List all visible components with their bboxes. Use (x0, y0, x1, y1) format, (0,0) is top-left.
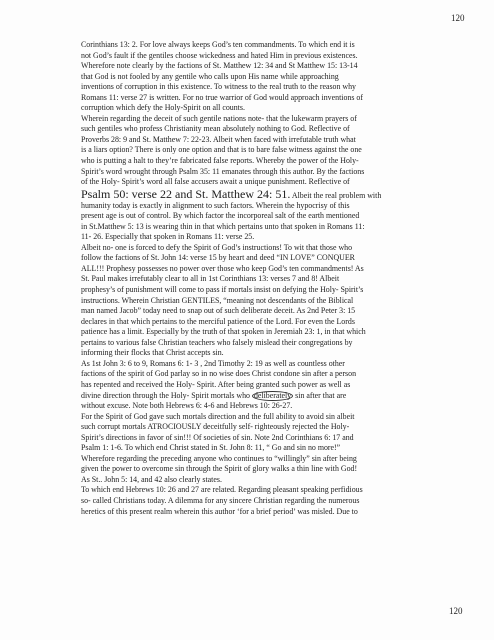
text-line: prophesy’s of punishment will come to pass if mortals insist on defying the Holy- Spirit’s (81, 285, 364, 295)
text-line: of the Holy- Spirit’s word all false accusers await a unique punishment. Reflective of (81, 177, 350, 187)
text-line: patience has a limit. Especially by the truth of that spoken in Jeremiah 23: 1, in that which (81, 327, 366, 337)
large-reference: Psalm 50: verse 22 and St. Matthew 24: 51. (81, 186, 291, 201)
text-line: instructions. Wherein Christian GENTILES, “meaning not descendants of the Biblical (81, 295, 354, 305)
text-line: heretics of this present realm wherein this author ‘for a brief period’ was misled. Due to (81, 506, 358, 516)
text-line: As St.. John 5: 14, and 42 also clearly states. (81, 474, 222, 484)
text-line: informing their flocks that Christ accepts sin. (81, 348, 224, 358)
text-line: pertains to various false Christian teachers who falsely mislead their congregations by (81, 337, 353, 347)
text-line: present age is out of control. By which factor the incorporeal salt of the earth mentioned (81, 211, 360, 221)
text-line: in St.Matthew 5: 13 is wearing thin in that which pertains unto that spoken in Romans 11: (81, 221, 365, 231)
text-line: such gentiles who profess Christianity mean absolutely nothing to God. Reflective of (81, 124, 350, 134)
text-line: inventions of corruption in this existence. To witness to the real truth to the reason why (81, 82, 356, 92)
text-line: Wherein regarding the deceit of such gentile nations note- that the lukewarm prayers of (81, 113, 357, 123)
text-line: As 1st John 3: 6 to 9, Romans 6: 1- 3 , 2nd Timothy 2: 19 as well as countless other (81, 358, 345, 368)
text-line: Wherefore regarding the preceding anyone who continues to “willingly” sin after being (81, 453, 357, 463)
text-line: such corrupt mortals ATROCIOUSLY deceitfully self- righteously rejected the Holy- (81, 422, 350, 432)
text-line: Wherefore note clearly by the factions of St. Matthew 12: 34 and St Matthew 15: 13-14 (81, 61, 358, 71)
text-line: Proverbs 28: 9 and St. Matthew 7: 22-23. Albeit when faced with irrefutable truth what (81, 134, 356, 144)
text-line (81, 188, 459, 201)
text-line: given the power to overcome sin through the Spirit of glory walks a thin line with God! (81, 464, 358, 474)
text-line: For the Spirit of God gave such mortals direction and the full ability to avoid sin albeit (81, 411, 355, 421)
text-line: Romans 11: verse 27 is written. For no true warrior of God would approach inventions of (81, 92, 363, 102)
text-line: humanity today is exactly in alignment to such factors. Wherein the hypocrisy of this (81, 200, 350, 210)
line-continuation: Albeit the real problem with (290, 190, 382, 200)
page-number-top: 120 (451, 13, 465, 23)
text-line (81, 391, 459, 402)
text-line: follow the factions of St. John 14: verse 15 by heart and deed “IN LOVE” CONQUER (81, 253, 355, 263)
text-line: without excuse. Note both Hebrews 6: 4-6 and Hebrews 10: 26-27. (81, 401, 293, 411)
text-line: Spirit’s word wrought through Psalm 35: 11 emanates through this author. By the factions (81, 166, 365, 176)
text-line: Albeit no- one is forced to defy the Spirit of God’s instructions! To wit that those who (81, 242, 353, 252)
body-text (81, 40, 459, 517)
line-segment: divine direction through the Holy- Spirit mortals who (81, 390, 252, 400)
circled-word: deliberately (253, 390, 292, 400)
text-line: that God is not fooled by any gentile who calls upon His name while approaching (81, 71, 339, 81)
text-line: Psalm 1: 1-6. To which end Christ stated in St. John 8: 11, “ Go and sin no more!” (81, 443, 341, 453)
page-number-bottom: 120 (449, 606, 463, 616)
text-line: has repented and received the Holy- Spirit. After being granted such power as well as (81, 379, 351, 389)
text-line: man named Jacob” today need to snap out of such deliberate deceit. As 2nd Peter 3: 15 (81, 306, 356, 316)
text-line: Spirit’s directions in favor of sin!!! Of societies of sin. Note 2nd Corinthians 6: 17 and (81, 432, 354, 442)
text-line: not God’s fault if the gentiles choose wickedness and hated Him in previous existences. (81, 50, 358, 60)
text-line: 11- 26. Especially that spoken in Romans 11: verse 25. (81, 232, 255, 242)
text-line: St. Paul makes irrefutably clear to all in 1st Corinthians 13: verses 7 and 8! Albeit (81, 274, 340, 284)
line-segment: sin after that are (293, 390, 347, 400)
text-line: corruption which defy the Holy-Spirit on all counts. (81, 103, 245, 113)
text-line: who is putting a halt to they’re fabricated false reports. Whereby the power of the Holy- (81, 156, 359, 166)
text-line: ALL!!! Prophesy possesses no power over those who keep God’s ten commandments! As (81, 263, 364, 273)
text-line: Corinthians 13: 2. For love always keeps God’s ten commandments. To which end it is (81, 40, 355, 49)
text-line: is a liars option? There is only one option and that is to bare false witness against the one (81, 145, 362, 155)
text-line: declares in that which pertains to the merciful patience of the Lord. For even the Lords (81, 316, 355, 326)
text-line: To which end Hebrews 10: 26 and 27 are related. Regarding pleasant speaking perfidious (81, 485, 363, 495)
text-line: so- called Christians today. A dilemma for any sincere Christian regarding the numerous (81, 495, 360, 505)
text-line: factions of the spirit of God parlay so in no wise does Christ condone sin after a person (81, 369, 357, 379)
